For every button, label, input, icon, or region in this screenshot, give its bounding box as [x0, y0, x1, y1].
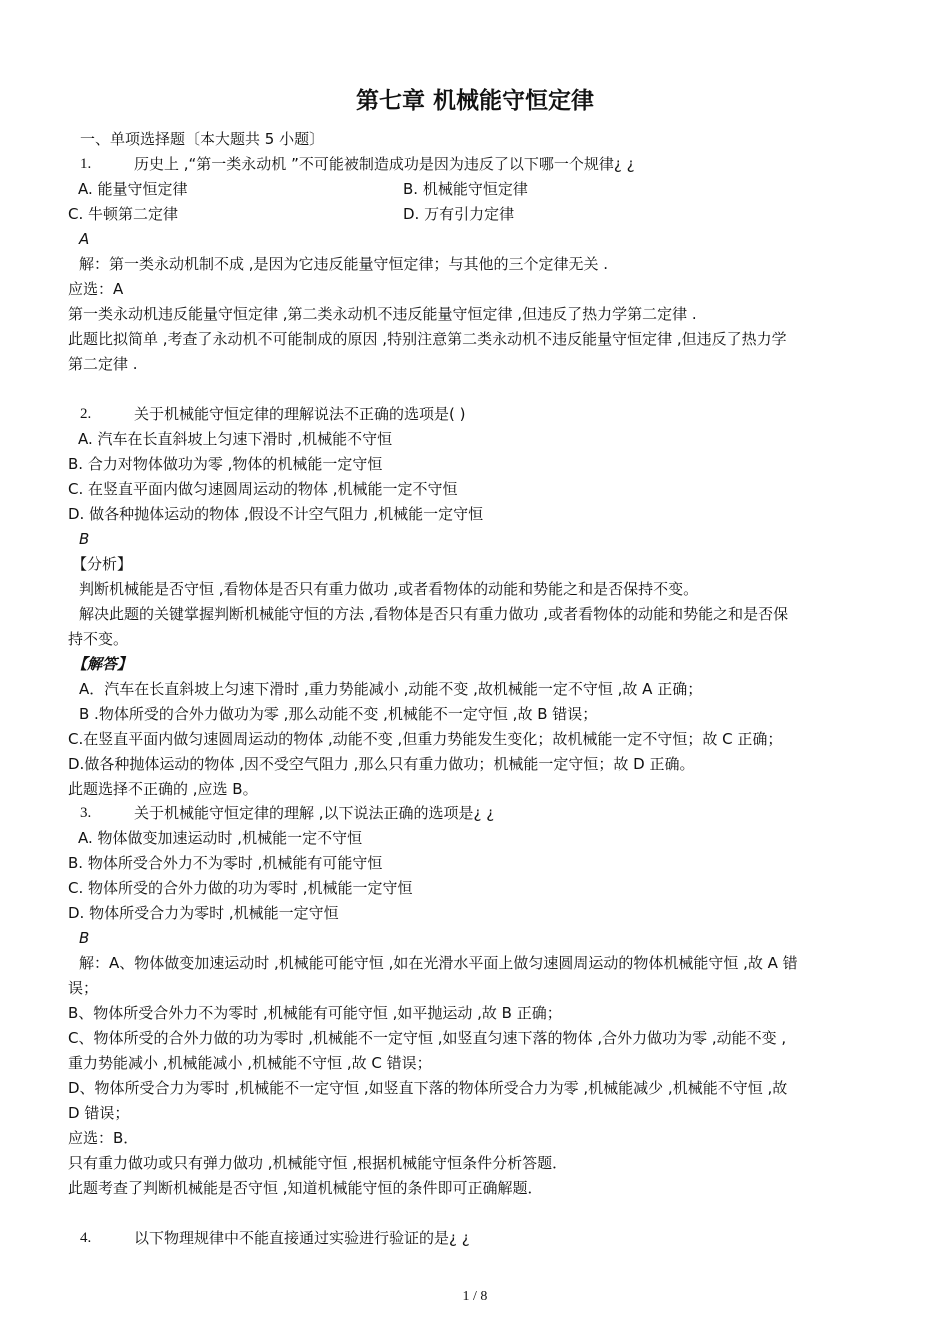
- q3-option-b: B. 物体所受合外力不为零时 ,机械能有可能守恒: [68, 854, 383, 872]
- q2-solution-line: A．汽车在长直斜坡上匀速下滑时 ,重力势能减小 ,动能不变 ,故机械能一定不守恒 ,故 A 正确；: [79, 680, 703, 698]
- q3-explanation-line: D 错误；: [68, 1104, 130, 1122]
- q2-solution-line: D.做各种抛体运动的物体 ,因不受空气阻力 ,那么只有重力做功；机械能一定守恒；故 D 正确。: [68, 755, 695, 773]
- q2-analysis-line: 持不变。: [68, 630, 129, 648]
- q2-analysis-heading: 【分析】: [72, 555, 133, 573]
- q3-explanation-line: D、物体所受合力为零时 ,机械能不一定守恒 ,如竖直下落的物体所受合力为零 ,机械能减少 ,机械能不守恒 ,故: [68, 1079, 788, 1097]
- page-title: 第七章 机械能守恒定律: [355, 88, 594, 114]
- q1-explanation-line: 第一类永动机违反能量守恒定律 ,第二类永动机不违反能量守恒定律 ,但违反了热力学第二定律 .: [68, 305, 697, 323]
- page-number: 1 / 8: [462, 1289, 488, 1304]
- q3-explanation-line: 此题考查了判断机械能是否守恒 ,知道机械能守恒的条件即可正确解题．: [68, 1179, 543, 1197]
- q1-option-d: D. 万有引力定律: [403, 205, 515, 223]
- q2-solution-line: 此题选择不正确的 ,应选 B。: [68, 780, 258, 798]
- q1-option-c: C. 牛顿第二定律: [68, 205, 179, 223]
- q3-explanation-line: 重力势能减小 ,机械能减小 ,机械能不守恒 ,故 C 错误；: [68, 1054, 432, 1072]
- q2-stem: 关于机械能守恒定律的理解说法不正确的选项是( ): [134, 405, 466, 423]
- q3-answer: B: [79, 929, 90, 947]
- q1-option-a: A. 能量守恒定律: [78, 180, 188, 198]
- q2-solution-heading: 【解答】: [72, 655, 133, 673]
- q2-option-d: D. 做各种抛体运动的物体 ,假设不计空气阻力 ,机械能一定守恒: [68, 505, 484, 523]
- q3-number: 3.: [80, 805, 92, 821]
- q2-number: 2.: [80, 406, 92, 422]
- q1-explanation-line: 第二定律 .: [68, 355, 138, 373]
- q2-solution-line: C.在竖直平面内做匀速圆周运动的物体 ,动能不变 ,但重力势能发生变化；故机械能一定不守恒；故 C 正确；: [68, 730, 783, 748]
- q3-explanation-line: B、物体所受合外力不为零时 ,机械能有可能守恒 ,如平抛运动 ,故 B 正确；: [68, 1004, 562, 1022]
- q2-analysis-line: 判断机械能是否守恒 ,看物体是否只有重力做功 ,或者看物体的动能和势能之和是否保持不变。: [79, 580, 699, 598]
- q2-option-c: C. 在竖直平面内做匀速圆周运动的物体 ,机械能一定不守恒: [68, 480, 458, 498]
- q1-number: 1.: [80, 156, 92, 172]
- q3-explanation-line: 解：A、物体做变加速运动时 ,机械能可能守恒 ,如在光滑水平面上做匀速圆周运动的物体机械能守恒 ,故 A 错: [79, 954, 798, 972]
- q4-number: 4.: [80, 1230, 92, 1246]
- q1-answer: A: [79, 230, 90, 248]
- q3-explanation-line: 应选：B．: [68, 1129, 139, 1147]
- q2-solution-line: B .物体所受的合外力做功为零 ,那么动能不变 ,机械能不一定守恒 ,故 B 错误；: [79, 705, 598, 723]
- q2-analysis-line: 解决此题的关键掌握判断机械能守恒的方法 ,看物体是否只有重力做功 ,或者看物体的动能和势能之和是否保: [79, 605, 789, 623]
- q1-explanation-line: 应选：A: [68, 280, 124, 298]
- q1-option-b: B. 机械能守恒定律: [403, 180, 528, 198]
- q1-explanation-line: 此题比拟简单 ,考查了永动机不可能制成的原因 ,特别注意第二类永动机不违反能量守恒定律 ,但违反了热力学: [68, 330, 787, 348]
- q2-option-b: B. 合力对物体做功为零 ,物体的机械能一定守恒: [68, 455, 383, 473]
- q3-option-a: A. 物体做变加速运动时 ,机械能一定不守恒: [78, 829, 363, 847]
- q2-option-a: A. 汽车在长直斜坡上匀速下滑时 ,机械能不守恒: [78, 430, 393, 448]
- q1-stem: 历史上 ,“第一类永动机 ”不可能被制造成功是因为违反了以下哪一个规律¿ ¿: [134, 155, 635, 173]
- section-heading: 一、单项选择题〔本大题共 5 小题〕: [80, 130, 325, 148]
- q3-option-d: D. 物体所受合力为零时 ,机械能一定守恒: [68, 904, 339, 922]
- q3-explanation-line: 误；: [68, 979, 99, 997]
- q1-explanation-line: 解：第一类永动机制不成 ,是因为它违反能量守恒定律；与其他的三个定律无关 .: [79, 255, 609, 273]
- q3-explanation-line: C、物体所受的合外力做的功为零时 ,机械能不一定守恒 ,如竖直匀速下落的物体 ,合外力做功为零 ,动能不变 ,: [68, 1029, 787, 1047]
- q3-explanation-line: 只有重力做功或只有弹力做功 ,机械能守恒 ,根据机械能守恒条件分析答题．: [68, 1154, 568, 1172]
- q2-answer: B: [79, 530, 90, 548]
- q3-option-c: C. 物体所受的合外力做的功为零时 ,机械能一定守恒: [68, 879, 413, 897]
- q3-stem: 关于机械能守恒定律的理解 ,以下说法正确的选项是¿ ¿: [134, 804, 495, 822]
- q4-stem: 以下物理规律中不能直接通过实验进行验证的是¿ ¿: [134, 1229, 470, 1247]
